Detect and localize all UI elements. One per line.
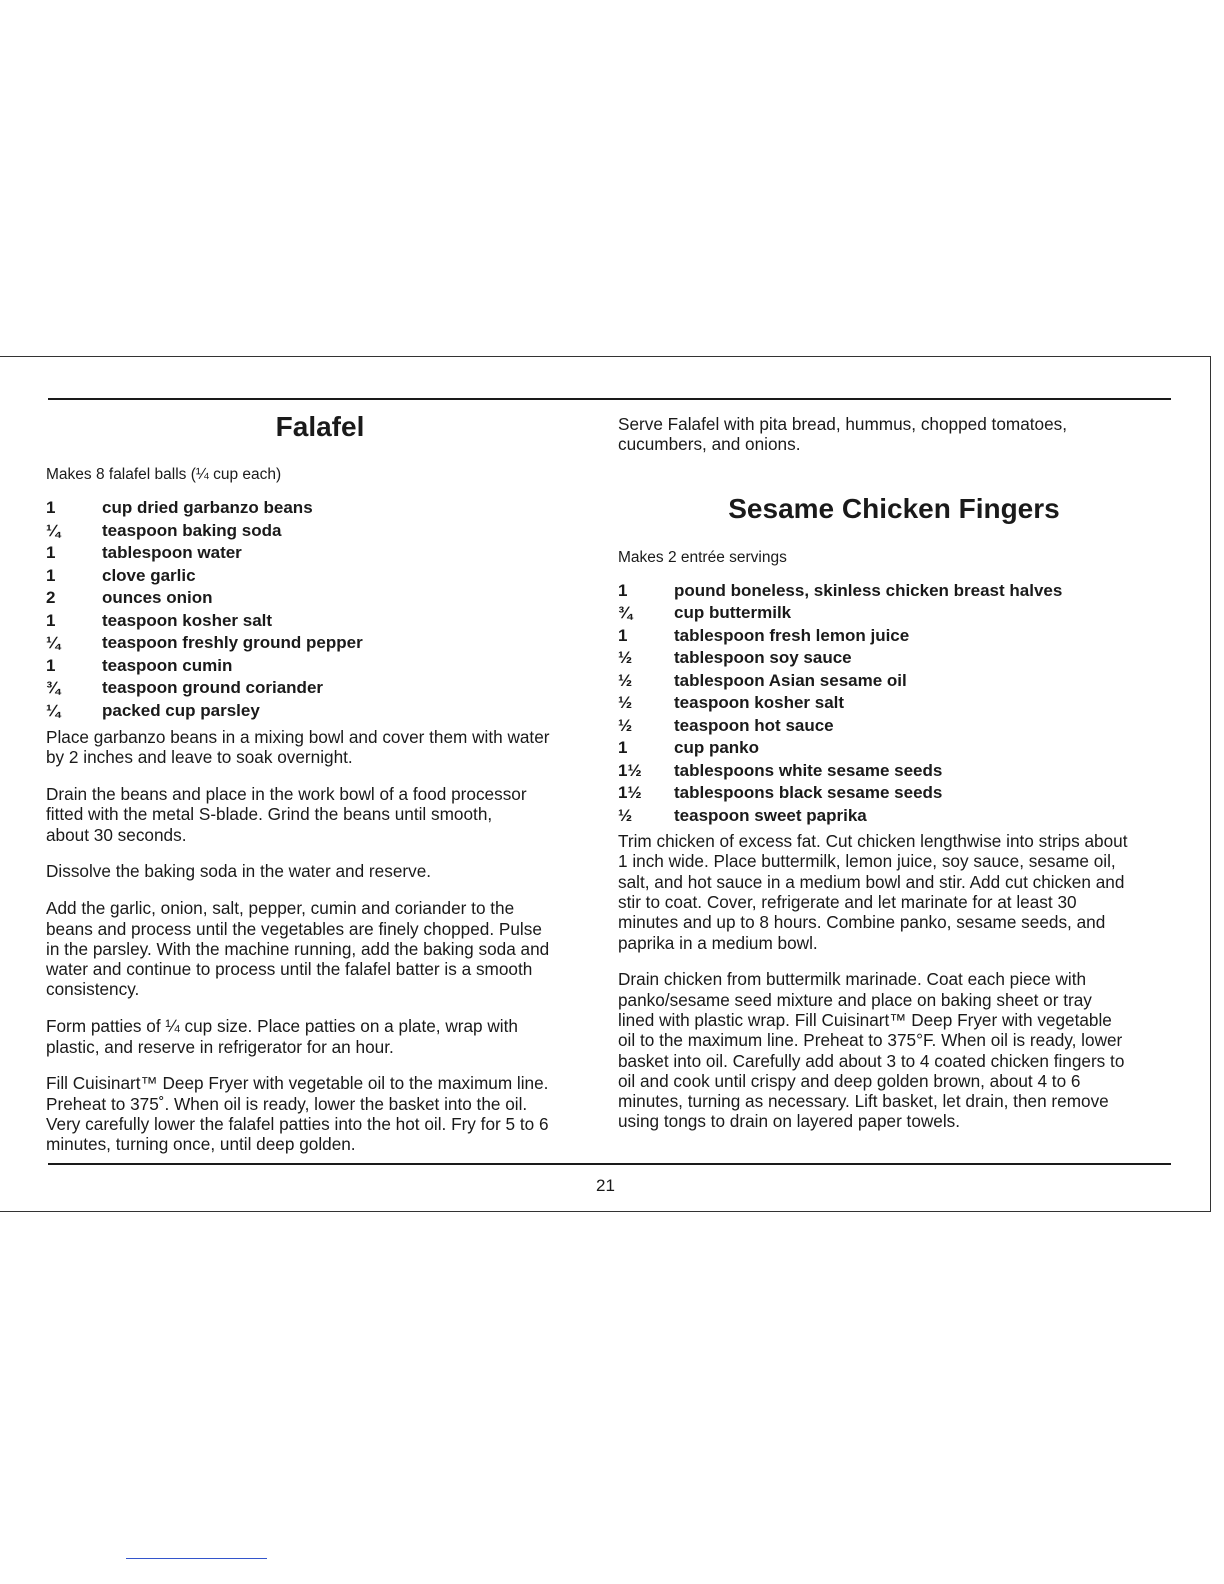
ingredient-item: cup dried garbanzo beans (102, 498, 313, 517)
ingredient-qty: 1 (618, 625, 628, 645)
falafel-step: Add the garlic, onion, salt, pepper, cumin and coriander to the beans and process until the vegetables are finely chopped. Pulse in the parsley. With the machine running, add the baking soda and water and continue to process until the falafel batter is a smooth consistency. (46, 898, 550, 1000)
ingredient-row (618, 782, 1170, 805)
ingredient-row (46, 497, 594, 520)
falafel-step: Form patties of ¼ cup size. Place patties on a plate, wrap with plastic, and reserve in refrigerator for an hour. (46, 1016, 518, 1057)
ingredient-item: cup panko (674, 738, 760, 758)
ingredient-item: pound boneless, skinless chicken breast halves (674, 580, 1063, 600)
ingredient-qty: ¼ (46, 633, 61, 652)
sesame-step: Drain chicken from buttermilk marinade. Coat each piece with panko/sesame seed mixture and place on baking sheet or tray lined with plastic wrap. Fill Cuisinart™ Deep Fryer with vegetable oil to the maximum line. Preheat to 375°F. When oil is ready, lower basket into oil. Carefully add about 3 to 4 coated chicken fingers to oil and cook until crispy and deep golden brown, about 4 to 6 minutes, turning as necessary. Lift basket, let drain, then remove using tongs to drain on layered paper towels. (618, 969, 1125, 1132)
falafel-step: Dissolve the baking soda in the water and reserve. (46, 861, 432, 882)
ingredient-item: teaspoon kosher salt (102, 610, 273, 630)
ingredient-item: tablespoon Asian sesame oil (674, 670, 907, 690)
ingredient-item: tablespoon water (102, 543, 242, 562)
ingredient-qty: ½ (618, 648, 633, 668)
falafel-yield: Makes 8 falafel balls (¼ cup each) (46, 466, 282, 483)
ingredient-qty: 1 (46, 543, 56, 562)
falafel-ingredient-list (46, 497, 594, 722)
falafel-column (46, 410, 594, 1171)
page-number: 21 (596, 1176, 615, 1195)
ingredient-qty: ¼ (46, 700, 61, 720)
ingredient-row (46, 677, 594, 700)
ingredient-qty: ¾ (618, 603, 633, 623)
ingredient-qty: 1 (618, 738, 628, 758)
ingredient-item: tablespoon fresh lemon juice (674, 625, 910, 645)
footer-link-underline (126, 1558, 267, 1559)
ingredient-row (618, 737, 1170, 760)
ingredient-item: teaspoon ground coriander (102, 678, 324, 697)
ingredient-row (618, 580, 1170, 603)
ingredient-row (618, 760, 1170, 783)
falafel-serving-note: Serve Falafel with pita bread, hummus, chopped tomatoes, cucumbers, and onions. (618, 414, 1068, 455)
ingredient-row (46, 587, 594, 610)
ingredient-row (618, 647, 1170, 670)
ingredient-row (618, 602, 1170, 625)
ingredient-item: clove garlic (102, 565, 196, 585)
ingredient-qty: ½ (618, 805, 633, 825)
ingredient-item: ounces onion (102, 588, 213, 607)
ingredient-qty: 1 (46, 655, 56, 675)
falafel-step: Place garbanzo beans in a mixing bowl and cover them with water by 2 inches and leave to soak overnight. (46, 727, 550, 768)
sesame-step: Trim chicken of excess fat. Cut chicken lengthwise into strips about 1 inch wide. Place buttermilk, lemon juice, soy sauce, sesame oil, salt, and hot sauce in a medium bowl and stir. Add cut chicken and stir to coat. Cover, refrigerate and let marinate for at least 30 minutes and up to 8 hours. Combine panko, sesame seeds, and paprika in a medium bowl. (618, 831, 1128, 953)
top-rule (48, 398, 1171, 400)
ingredient-item: teaspoon freshly ground pepper (102, 633, 363, 652)
ingredient-item: teaspoon baking soda (102, 520, 282, 540)
ingredient-qty: 2 (46, 588, 56, 607)
ingredient-item: teaspoon hot sauce (674, 715, 834, 735)
ingredient-item: tablespoons white sesame seeds (674, 760, 943, 780)
ingredient-item: teaspoon sweet paprika (674, 805, 867, 825)
falafel-title: Falafel (275, 411, 365, 442)
ingredient-qty: 1½ (618, 760, 642, 780)
ingredient-qty: 1 (46, 498, 56, 517)
ingredient-row (46, 632, 594, 655)
ingredient-item: tablespoons black sesame seeds (674, 783, 943, 803)
ingredient-item: tablespoon soy sauce (674, 648, 852, 668)
sesame-column (618, 414, 1170, 1148)
ingredient-row (46, 610, 594, 633)
ingredient-row (46, 655, 594, 678)
ingredient-row (618, 692, 1170, 715)
ingredient-row (46, 565, 594, 588)
ingredient-item: packed cup parsley (102, 700, 260, 720)
falafel-step: Fill Cuisinart™ Deep Fryer with vegetable oil to the maximum line. Preheat to 375˚. When oil is ready, lower the basket into the oil. Very carefully lower the falafel patties into the hot oil. Fry for 5 to 6 minutes, turning once, until deep golden. (46, 1073, 549, 1155)
ingredient-qty: ¼ (46, 520, 61, 540)
ingredient-row (618, 805, 1170, 828)
ingredient-qty: 1½ (618, 783, 642, 803)
sesame-ingredient-list (618, 580, 1170, 828)
ingredient-item: cup buttermilk (674, 603, 792, 623)
sesame-title: Sesame Chicken Fingers (728, 492, 1060, 524)
falafel-step: Drain the beans and place in the work bowl of a food processor fitted with the metal S-blade. Grind the beans until smooth, about 30 seconds. (46, 784, 527, 845)
ingredient-qty: 1 (46, 610, 56, 630)
ingredient-row (618, 715, 1170, 738)
ingredient-qty: ½ (618, 693, 633, 713)
ingredient-qty: 1 (618, 580, 628, 600)
ingredient-row (46, 542, 594, 565)
ingredient-qty: 1 (46, 565, 56, 585)
ingredient-item: teaspoon cumin (102, 655, 233, 675)
ingredient-qty: ½ (618, 715, 633, 735)
ingredient-row (46, 700, 594, 723)
ingredient-row (46, 520, 594, 543)
ingredient-qty: ½ (618, 670, 633, 690)
ingredient-row (618, 670, 1170, 693)
ingredient-qty: ¾ (46, 678, 61, 697)
ingredient-item: teaspoon kosher salt (674, 693, 845, 713)
sesame-yield: Makes 2 entrée servings (618, 548, 787, 566)
ingredient-row (618, 625, 1170, 648)
